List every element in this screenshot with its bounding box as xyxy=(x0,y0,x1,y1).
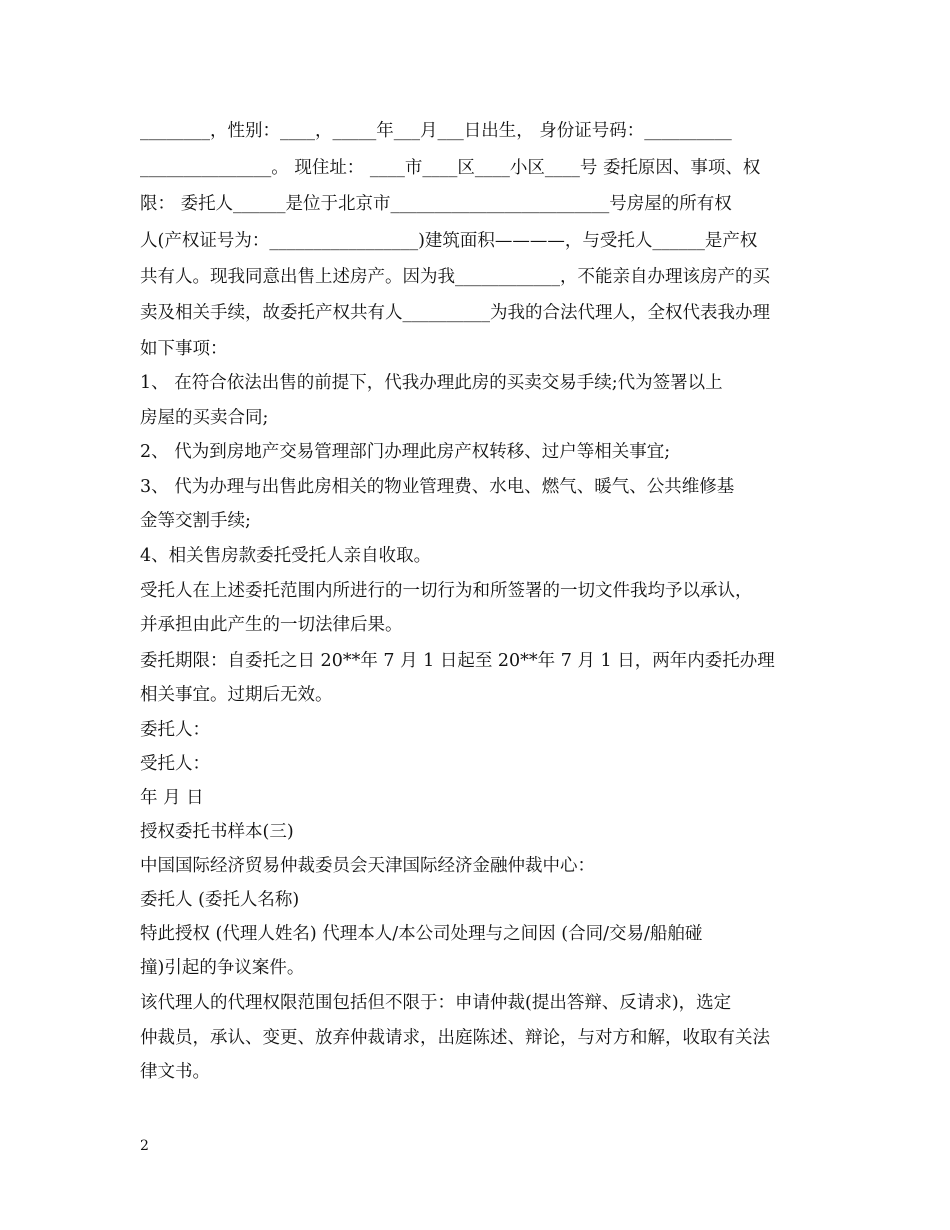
text-line: 如下事项： xyxy=(140,339,228,359)
text-line: 受托人： xyxy=(140,754,210,774)
text-line: 金等交割手续; xyxy=(140,511,251,531)
text-line: 律文书。 xyxy=(140,1062,210,1082)
text-line: 1、 在符合依法出售的前提下，代我办理此房的买卖交易手续;代为签署以上 xyxy=(140,373,723,393)
text-line: 中国国际经济贸易仲裁委员会天津国际经济金融仲裁中心： xyxy=(140,856,595,876)
text-line: 委托期限：自委托之日 20**年 7 月 1 日起至 20**年 7 月 1 日，两年内委托办理 xyxy=(140,651,775,671)
text-line: 撞)引起的争议案件。 xyxy=(140,958,305,978)
text-line: 该代理人的代理权限范围包括但不限于：申请仲裁(提出答辩、反请求)，选定 xyxy=(140,993,732,1013)
text-line: _______________。 现住址： ____市____区____小区____号 委托原因、事项、权 xyxy=(140,158,761,178)
text-line: 委托人： xyxy=(140,720,210,740)
text-line: 2、 代为到房地产交易管理部门办理此房产权转移、过户等相关事宜; xyxy=(140,442,671,462)
text-line: 3、 代为办理与出售此房相关的物业管理费、水电、燃气、暖气、公共维修基 xyxy=(140,477,735,497)
text-line: 授权委托书样本(三) xyxy=(140,822,294,842)
text-line: 人(产权证号为：_________________)建筑面积————，与受托人______是产权 xyxy=(140,231,758,251)
page-number: 2 xyxy=(140,1138,149,1154)
text-line: 受托人在上述委托范围内所进行的一切行为和所签署的一切文件我均予以承认， xyxy=(140,581,753,601)
text-line: ________，性别：____，_____年___月___日出生， 身份证号码：__________ xyxy=(140,121,732,141)
text-line: 仲裁员，承认、变更、放弃仲裁请求，出庭陈述、辩论，与对方和解，收取有关法 xyxy=(140,1028,770,1048)
text-line: 4、相关售房款委托受托人亲自收取。 xyxy=(140,546,432,566)
text-line: 限： 委托人______是位于北京市_________________________号房屋的所有权 xyxy=(140,194,732,214)
text-line: 共有人。现我同意出售上述房产。因为我____________，不能亲自办理该房产的买 xyxy=(140,267,770,287)
text-line: 特此授权 (代理人姓名) 代理本人/本公司处理与之间因 (合同/交易/船舶碰 xyxy=(140,924,703,944)
text-line: 年 月 日 xyxy=(140,788,204,808)
text-line: 并承担由此产生的一切法律后果。 xyxy=(140,615,403,635)
text-line: 相关事宜。过期后无效。 xyxy=(140,685,333,705)
text-line: 房屋的买卖合同; xyxy=(140,408,269,428)
text-line: 卖及相关手续，故委托产权共有人__________为我的合法代理人，全权代表我办理 xyxy=(140,303,770,323)
text-line: 委托人 (委托人名称) xyxy=(140,890,300,910)
